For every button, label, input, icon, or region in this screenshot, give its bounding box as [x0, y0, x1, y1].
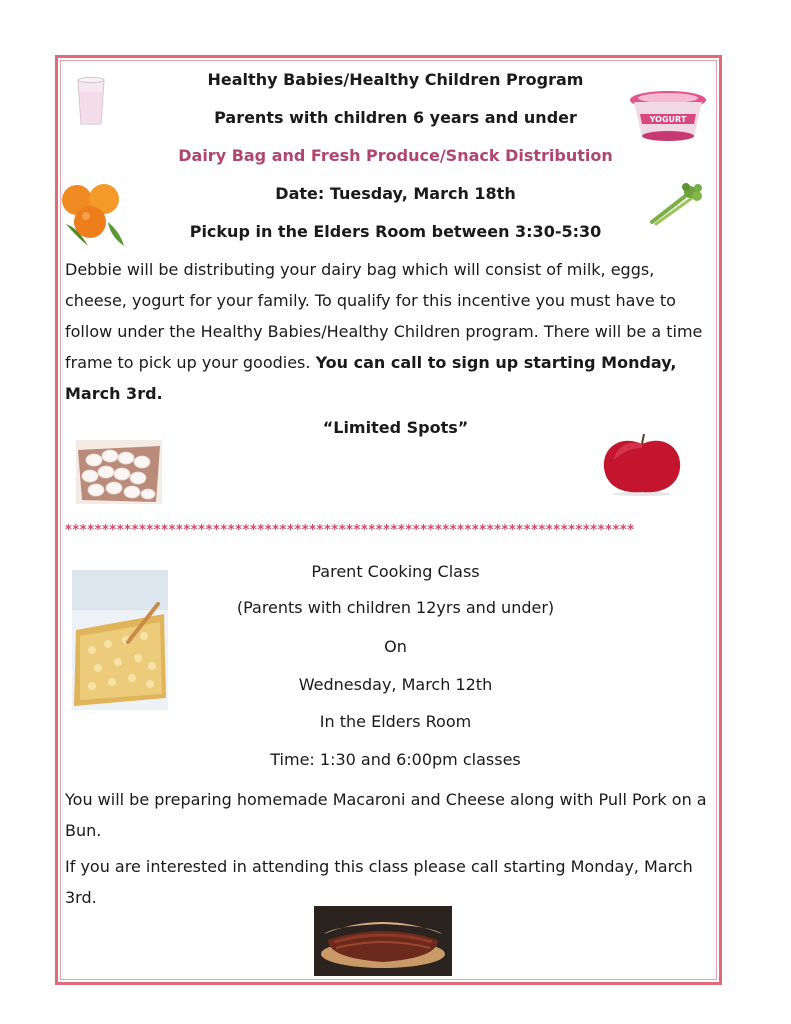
event-date: Date: Tuesday, March 18th [275, 184, 516, 203]
limited-spots: “Limited Spots” [322, 418, 469, 437]
class-time: Time: 1:30 and 6:00pm classes [270, 750, 521, 769]
eggs-basket-icon [76, 440, 162, 504]
class-date: Wednesday, March 12th [298, 675, 493, 694]
event-pickup: Pickup in the Elders Room between 3:30-5:30 [189, 222, 602, 241]
class-title: Parent Cooking Class [311, 562, 480, 581]
program-audience: Parents with children 6 years and under [214, 108, 577, 127]
event-name: Dairy Bag and Fresh Produce/Snack Distribution [178, 146, 613, 165]
class-menu: You will be preparing homemade Macaroni and Cheese along with Pull Pork on a Bun. [65, 790, 707, 840]
class-audience: (Parents with children 12yrs and under) [236, 598, 555, 617]
description-text: Debbie will be distributing your dairy bag which will consist of milk, eggs, cheese, yogurt for your family. To qualify for this incentive you must have to follow under the Healthy Babies/Healthy Children program. There will be a time frame to pick up your goodies. [65, 260, 703, 372]
program-title: Healthy Babies/Healthy Children Program [207, 70, 584, 89]
class-on: On [384, 637, 407, 656]
apple-icon [600, 430, 684, 496]
signup-notice: You can call to sign up starting Monday, March 3rd. [65, 353, 677, 403]
svg-text:YOGURT: YOGURT [649, 115, 687, 124]
pulled-pork-sandwich-icon [314, 906, 452, 976]
class-call: If you are interested in attending this class please call starting Monday, March 3rd. [65, 857, 693, 907]
class-location: In the Elders Room [319, 712, 472, 731]
section-divider: ***************************************************************************** [65, 523, 635, 538]
distribution-description [65, 254, 715, 409]
